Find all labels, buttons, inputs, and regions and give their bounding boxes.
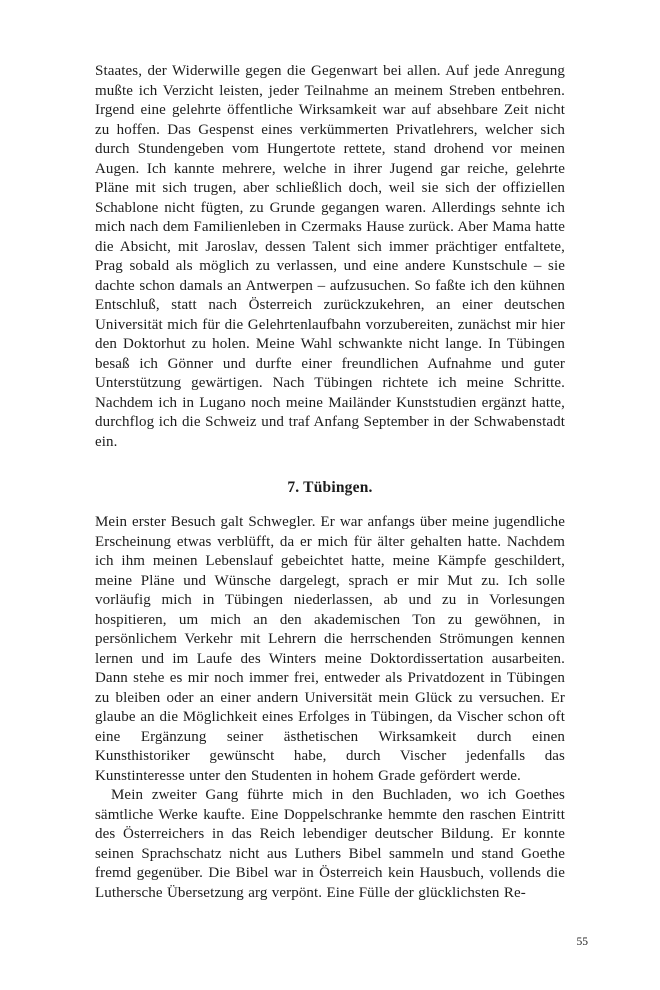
page-number: 55 bbox=[576, 936, 588, 948]
paragraph-continuation: Staates, der Widerwille gegen die Gegenwart bei allen. Auf jede Anregung mußte ich Verzicht leisten, jeder Teilnahme an meinem Streben entbehren. Irgend eine gelehrte öffentliche Wirksamkeit war auf absehbare Zeit nicht zu hoffen. Das Gespenst eines verkümmerten Privatlehrers, welcher sich durch Stundengeben vom Hungertote rettete, stand drohend vor meinen Augen. Ich kannte mehrere, welche in ihrer Jugend gar reiche, gelehrte Pläne mit sich trugen, aber schließlich doch, weil sie sich der offiziellen Schablone nicht fügten, zu Grunde gegangen waren. Allerdings sehnte ich mich nach dem Familienleben in Czermaks Hause zurück. Aber Mama hatte die Absicht, mit Jaroslav, dessen Talent sich immer prächtiger entfaltete, Prag sobald als möglich zu verlassen, und eine andere Kunstschule – sie dachte schon damals an Antwerpen – aufzusuchen. So faßte ich den kühnen Entschluß, statt nach Österreich zurückzukehren, an einer deutschen Universität mich für die Gelehrtenlaufbahn vorzubereiten, zunächst mir hier den Doktorhut zu holen. Meine Wahl schwankte nicht lange. In Tübingen besaß ich Gönner und durfte einer freundlichen Aufnahme und guter Unterstützung gewärtigen. Nach Tübingen richtete ich meine Schritte. Nachdem ich in Lugano noch meine Mailänder Kunststudien ergänzt hatte, durchflog ich die Schweiz und traf Anfang September in der Schwabenstadt ein. bbox=[95, 63, 565, 450]
paragraph: Mein zweiter Gang führte mich in den Buchladen, wo ich Goethes sämtliche Werke kaufte. Eine Doppelschranke hemmte den raschen Eintritt des Österreichers in das Reich lebendiger deutscher Bildung. Er konnte seinen Sprachschatz nicht aus Luthers Bibel sammeln und stand Goethe fremd gegenüber. Die Bibel war in Österreich kein Hausbuch, vollends die Luthersche Übersetzung arg verpönt. Eine Fülle der glücklichsten Re- bbox=[95, 787, 565, 901]
section-heading: 7. Tübingen. bbox=[287, 479, 373, 496]
paragraph: Mein erster Besuch galt Schwegler. Er war anfangs über meine jugendliche Erscheinung etwas verblüfft, da er mich für älter gehalten hatte. Nachdem ich ihm meinen Lebenslauf gebeichtet hatte, meine Kämpfe geschildert, meine Pläne und Wünsche dargelegt, sprach er mir Mut zu. Ich solle vorläufig mich in Tübingen niederlassen, ab und zu in Vorlesungen hospitieren, um mich an den akademischen Ton zu gewöhnen, in persönlichem Verkehr mit Lehrern die herrschenden Strömungen kennen lernen und im Laufe des Winters meine Doktordissertation ausarbeiten. Dann stehe es mir noch immer frei, entweder als Privatdozent in Tübingen zu bleiben oder an einer andern Universität mein Glück zu versuchen. Er glaube an die Möglichkeit eines Erfolges in Tübingen, da Vischer schon oft eine Ergänzung seiner ästhetischen Wirksamkeit durch einen Kunsthistoriker gewünscht habe, durch Vischer jedenfalls das Kunstinteresse unter den Studenten in hohem Grade gefördert werde. bbox=[95, 514, 565, 784]
